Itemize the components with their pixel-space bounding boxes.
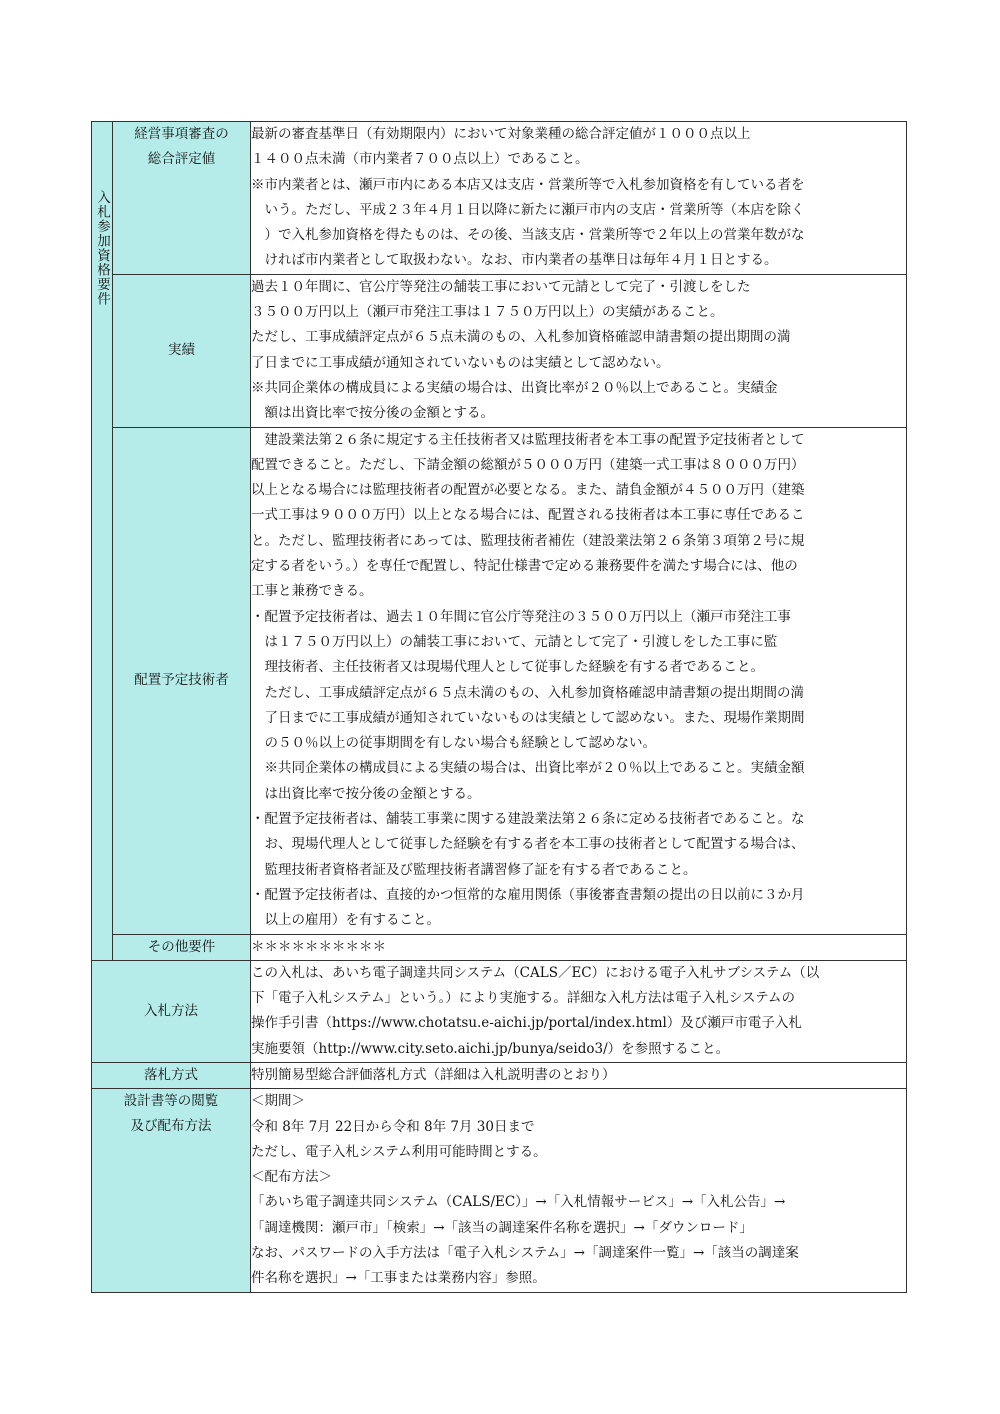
sekkei-label-line: 設計書等の閲覧 [123, 1093, 219, 1110]
rakusatsu-label: 落札方式 [92, 1062, 251, 1088]
haichi-label: 配置予定技術者 [113, 427, 251, 934]
sonota-content [251, 934, 907, 960]
text-line: 監理技術者資格者証及び監理技術者講習修了証を有する者であること。 [264, 861, 697, 878]
text-line: お、現場代理人として従事した経験を有する者を本工事の技術者として配置する場合は、 [264, 836, 805, 853]
qualification-group-label: 入札参加資格要件 [94, 190, 110, 306]
row-haichi [92, 427, 907, 934]
text-line: の５０％以上の従事期間を有しない場合も経験として認めない。 [264, 735, 656, 752]
text-line: 了日までに工事成績が通知されていないものは実績として認めない。また、現場作業期間 [264, 709, 805, 726]
text-line: 以上の雇用）を有すること。 [264, 912, 440, 929]
sonota-label: その他要件 [113, 934, 251, 960]
sekkei-content [251, 1089, 907, 1292]
text-line: ３５００万円以上（瀬戸市発注工事は１７５０万円以上）の実績があること。 [251, 304, 724, 321]
text-line: 操作手引書（https://www.chotatsu.e-aichi.jp/portal/index.html）及び瀬戸市電子入札 [251, 1015, 802, 1032]
row-nyusatsu [92, 960, 907, 1062]
text-line: ）で入札参加資格を得たものは、その後、当該支店・営業所等で２年以上の営業年数がな [264, 227, 805, 244]
text-line: 下「電子入札システム」という。）により実施する。詳細な入札方法は電子入札システムの [251, 990, 796, 1007]
nyusatsu-content [251, 960, 907, 1062]
keishin-content [251, 122, 907, 275]
keishin-label [113, 122, 251, 275]
qualification-group-cell [92, 122, 113, 961]
text-line: いう。ただし、平成２３年４月１日以降に新たに瀬戸市内の支店・営業所等（本店を除く [264, 201, 805, 218]
text-line: ＜期間＞ [251, 1093, 305, 1110]
nyusatsu-label: 入札方法 [92, 960, 251, 1062]
text-line: 件名称を選択」→「工事または業務内容」参照。 [251, 1270, 546, 1287]
text-line: １４００点未満（市内業者７００点以上）であること。 [251, 151, 589, 168]
text-line: 特別簡易型総合評価落札方式（詳細は入札説明書のとおり） [251, 1066, 616, 1083]
text-line: 工事と兼務できる。 [251, 583, 373, 600]
sekkei-label-line: 及び配布方法 [130, 1117, 212, 1134]
text-line: 建設業法第２６条に規定する主任技術者又は監理技術者を本工事の配置予定技術者として [264, 431, 805, 448]
text-line: 定する者をいう。）を専任で配置し、特記仕様書で定める兼務要件を満たす場合には、他の [251, 558, 798, 575]
text-line: ・配置予定技術者は、舗装工事業に関する建設業法第２６条に定める技術者であること。な [251, 811, 805, 828]
keishin-label-line: 総合評定値 [147, 150, 216, 167]
text-line: ＜配布方法＞ [251, 1169, 332, 1186]
row-keishin [92, 122, 907, 275]
text-line: ただし、工事成績評定点が６５点未満のもの、入札参加資格確認申請書類の提出期間の満 [251, 329, 791, 346]
text-line: は１７５０万円以上）の舗装工事において、元請として完了・引渡しをした工事に監 [264, 633, 778, 650]
text-line: 了日までに工事成績が通知されていないものは実績として認めない。 [251, 354, 670, 371]
text-line: 理技術者、主任技術者又は現場代理人として従事した経験を有する者であること。 [264, 659, 764, 676]
text-line: 以上となる場合には監理技術者の配置が必要となる。また、請負金額が４５００万円（建築 [251, 482, 805, 499]
text-line: ※市内業者とは、瀬戸市内にある本店又は支店・営業所等で入札参加資格を有している者を [251, 176, 805, 193]
text-line: 過去１０年間に、官公庁等発注の舗装工事において元請として完了・引渡しをした [251, 278, 751, 295]
text-line: ※共同企業体の構成員による実績の場合は、出資比率が２０％以上であること。実績金額 [264, 760, 805, 777]
text-line: 令和 8年 7月 22日から令和 8年 7月 30日まで [251, 1118, 535, 1135]
text-line: ければ市内業者として取扱わない。なお、市内業者の基準日は毎年４月１日とする。 [264, 252, 778, 269]
text-line: ・配置予定技術者は、直接的かつ恒常的な雇用関係（事後審査書類の提出の日以前に３か月 [251, 886, 805, 903]
text-line: 「調達機関：瀬戸市」「検索」→「該当の調達案件名称を選択」→「ダウンロード」 [251, 1219, 753, 1236]
text-line: 配置できること。ただし、下請金額の総額が５０００万円（建築一式工事は８０００万円） [251, 456, 805, 473]
text-line: ＊＊＊＊＊＊＊＊＊＊ [251, 938, 386, 955]
text-line: ※共同企業体の構成員による実績の場合は、出資比率が２０％以上であること。実績金 [251, 379, 778, 396]
bid-requirements-table [91, 121, 907, 1293]
text-line: なお、パスワードの入手方法は「電子入札システム」→「調達案件一覧」→「該当の調達案 [251, 1245, 799, 1262]
jisseki-label: 実績 [113, 274, 251, 427]
row-sekkei [92, 1089, 907, 1292]
text-line: ただし、電子入札システム利用可能時間とする。 [251, 1143, 547, 1160]
text-line: ただし、工事成績評定点が６５点未満のもの、入札参加資格確認申請書類の提出期間の満 [264, 684, 804, 701]
text-line: 実施要領（http://www.city.seto.aichi.jp/bunya/seido3/）を参照すること。 [251, 1040, 730, 1057]
text-line: 一式工事は９０００万円）以上となる場合には、配置される技術者は本工事に専任であるこ [251, 507, 805, 524]
rakusatsu-content [251, 1062, 907, 1088]
text-line: ・配置予定技術者は、過去１０年間に官公庁等発注の３５００万円以上（瀬戸市発注工事 [251, 608, 791, 625]
text-line: この入札は、あいち電子調達共同システム（CALS／EC）における電子入札サブシステム（以 [251, 964, 820, 981]
jisseki-content [251, 274, 907, 427]
text-line: 最新の審査基準日（有効期限内）において対象業種の総合評定値が１０００点以上 [251, 126, 751, 142]
row-jisseki [92, 274, 907, 427]
row-sonota [92, 934, 907, 960]
text-line: 額は出資比率で按分後の金額とする。 [264, 405, 494, 422]
text-line: は出資比率で按分後の金額とする。 [264, 785, 481, 802]
text-line: と。ただし、監理技術者にあっては、監理技術者補佐（建設業法第２６条第３項第２号に規 [251, 532, 805, 549]
haichi-content [251, 427, 907, 934]
keishin-label-line: 経営事項審査の [134, 126, 229, 142]
text-line: 「あいち電子調達共同システム（CALS/EC）」→「入札情報サービス」→「入札公告」→ [251, 1194, 786, 1211]
row-rakusatsu [92, 1062, 907, 1088]
sekkei-label [92, 1089, 251, 1292]
